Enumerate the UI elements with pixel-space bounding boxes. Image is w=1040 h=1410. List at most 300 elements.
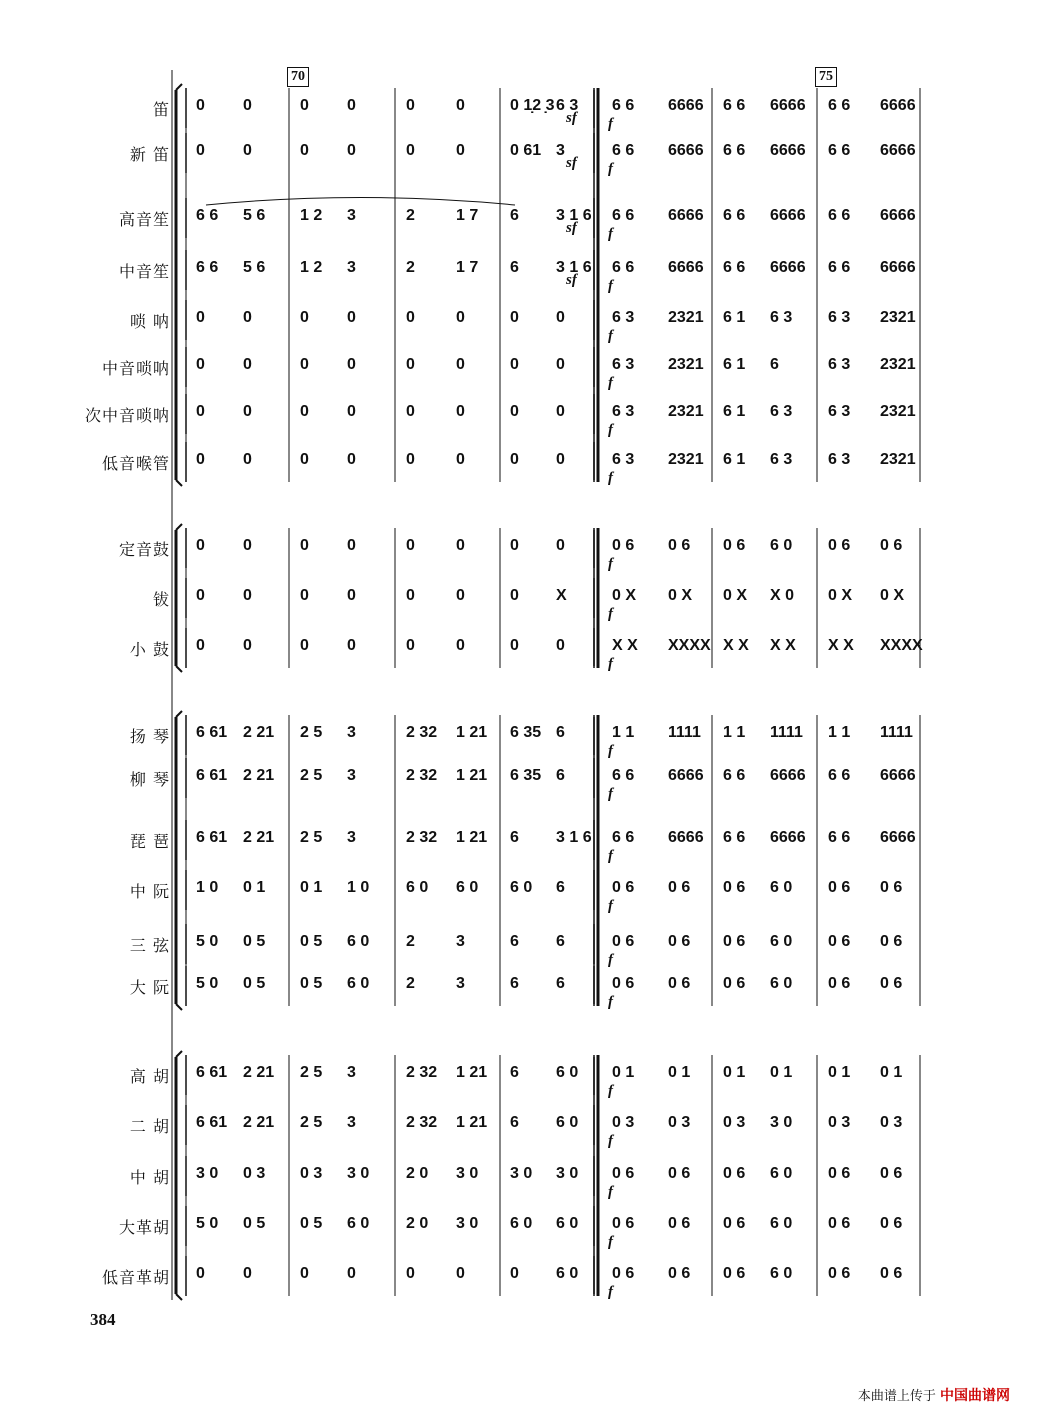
- note-cell: 5 0: [196, 975, 219, 992]
- note-cell: 0 6: [612, 879, 635, 896]
- note-cell: 6666: [880, 259, 916, 276]
- note-cell: 6 35: [510, 767, 542, 784]
- note-cell: 6666: [770, 142, 806, 159]
- note-cell: 6 6: [723, 97, 746, 114]
- instrument-label: 低音喉管: [101, 454, 170, 473]
- note-cell: 0: [300, 537, 309, 554]
- instrument-label: 大革胡: [118, 1218, 170, 1237]
- note-cell: 3: [456, 933, 465, 950]
- note-cell: 2321: [880, 309, 916, 326]
- dynamic-forte: f: [608, 743, 613, 759]
- note-cell: 0: [300, 587, 309, 604]
- note-cell: 6 6: [196, 259, 219, 276]
- note-cell: 0: [406, 309, 415, 326]
- note-cell: 0: [347, 637, 356, 654]
- note-cell: 6666: [668, 259, 704, 276]
- instrument-label: 笛: [152, 100, 170, 119]
- note-cell: 0: [406, 97, 415, 114]
- note-cell: 0: [196, 451, 205, 468]
- note-cell: 0: [196, 537, 205, 554]
- note-cell: 6 0: [510, 1215, 533, 1232]
- note-cell: 6 61: [196, 829, 228, 846]
- instrument-label: 三 弦: [129, 936, 170, 955]
- footer-site: 中国曲谱网: [940, 1388, 1010, 1404]
- note-cell: 5 0: [196, 933, 219, 950]
- note-cell: 6 0: [347, 975, 370, 992]
- note-cell: 0: [456, 637, 465, 654]
- note-cell: 0 6: [880, 975, 903, 992]
- note-cell: 0 6: [612, 1215, 635, 1232]
- note-cell: 0: [196, 97, 205, 114]
- note-cell: 6 0: [347, 933, 370, 950]
- note-cell: 6: [510, 829, 519, 846]
- note-cell: 0: [406, 637, 415, 654]
- dynamic-forte: f: [608, 278, 613, 294]
- note-cell: 0 5: [243, 933, 266, 950]
- note-cell: 6 6: [828, 97, 851, 114]
- dynamic-forte: f: [608, 952, 613, 968]
- note-cell: 2 0: [406, 1215, 429, 1232]
- measure-number-75: 75: [815, 67, 837, 87]
- note-cell: 0: [556, 309, 565, 326]
- note-cell: 6: [556, 933, 565, 950]
- note-cell: X X: [770, 637, 796, 654]
- note-cell: 3 0: [196, 1165, 219, 1182]
- note-cell: 3: [456, 975, 465, 992]
- note-cell: 0: [406, 537, 415, 554]
- note-cell: 6 6: [612, 829, 635, 846]
- note-cell: 0 1: [243, 879, 266, 896]
- note-cell: 6666: [880, 97, 916, 114]
- note-cell: 0: [300, 451, 309, 468]
- dynamic-sforzando: sf: [566, 220, 577, 236]
- footer-text: 本曲谱上传于: [857, 1389, 936, 1404]
- note-cell: 6: [510, 1114, 519, 1131]
- note-cell: 3 0: [456, 1165, 479, 1182]
- note-cell: 6666: [880, 207, 916, 224]
- note-cell: 6666: [880, 142, 916, 159]
- note-cell: 3 0: [510, 1165, 533, 1182]
- note-cell: 0 6: [668, 1215, 691, 1232]
- note-cell: 0: [406, 587, 415, 604]
- note-cell: 1 2: [300, 259, 323, 276]
- note-cell: 0: [243, 637, 252, 654]
- instrument-label: 中 胡: [129, 1168, 170, 1187]
- note-cell: 1111: [770, 724, 803, 741]
- note-cell: 6 1: [723, 403, 746, 420]
- note-cell: 2321: [880, 403, 916, 420]
- dynamic-sforzando: sf: [566, 110, 577, 126]
- note-cell: 0 6: [828, 537, 851, 554]
- note-cell: 6 6: [612, 142, 635, 159]
- bracket-cap: [176, 1004, 182, 1010]
- note-cell: 3: [347, 207, 356, 224]
- dynamic-sforzando: sf: [566, 272, 577, 288]
- note-cell: 0: [347, 537, 356, 554]
- note-cell: 0 6: [723, 1215, 746, 1232]
- note-cell: 0: [196, 587, 205, 604]
- measure-number-70: 70: [287, 67, 309, 87]
- note-cell: 3: [347, 829, 356, 846]
- dynamic-forte: f: [608, 1133, 613, 1149]
- note-cell: 0: [347, 587, 356, 604]
- note-cell: 6 3: [612, 309, 635, 326]
- note-cell: 6: [510, 259, 519, 276]
- note-cell: 0 3: [880, 1114, 903, 1131]
- note-cell: 6 0: [456, 879, 479, 896]
- note-cell: 0 1: [770, 1064, 793, 1081]
- note-cell: 0: [243, 1265, 252, 1282]
- note-cell: 0 6: [723, 879, 746, 896]
- note-cell: X X: [828, 637, 854, 654]
- note-cell: 1 7: [456, 259, 479, 276]
- note-cell: 1 1: [612, 724, 635, 741]
- note-cell: 6 6: [612, 97, 635, 114]
- note-cell: 0 6: [828, 1265, 851, 1282]
- note-cell: 0: [456, 403, 465, 420]
- note-cell: 1 2: [300, 207, 323, 224]
- note-cell: 6: [556, 879, 565, 896]
- note-cell: 6 3: [828, 309, 851, 326]
- note-cell: 6666: [668, 207, 704, 224]
- instrument-label: 低音革胡: [101, 1268, 170, 1287]
- note-cell: 0: [243, 587, 252, 604]
- note-cell: 6 6: [612, 767, 635, 784]
- note-cell: XXXX: [668, 637, 711, 654]
- instrument-label: 小 鼓: [129, 640, 170, 659]
- note-cell: 6 3: [556, 97, 579, 114]
- note-cell: 0: [300, 1265, 309, 1282]
- note-cell: 0 3: [723, 1114, 746, 1131]
- note-cell: 0 6: [880, 1165, 903, 1182]
- instrument-label: 新 笛: [129, 145, 170, 164]
- note-cell: 0: [406, 451, 415, 468]
- dynamic-forte: f: [608, 422, 613, 438]
- note-cell: 0 6: [723, 1265, 746, 1282]
- note-cell: 6 0: [770, 879, 793, 896]
- dynamic-forte: f: [608, 1234, 613, 1250]
- note-cell: 3 1 6: [556, 207, 592, 224]
- note-cell: 0 6: [612, 1265, 635, 1282]
- note-cell: 0 X: [880, 587, 905, 604]
- note-cell: 0: [556, 451, 565, 468]
- note-cell: 0: [347, 403, 356, 420]
- note-cell: 6 0: [770, 1165, 793, 1182]
- note-cell: 6 6: [723, 142, 746, 159]
- bracket-cap: [176, 711, 182, 717]
- footer-watermark: [858, 1385, 1010, 1405]
- note-cell: 1 1: [723, 724, 746, 741]
- note-cell: 0: [347, 142, 356, 159]
- note-cell: 2 32: [406, 1064, 438, 1081]
- note-cell: 1 21: [456, 829, 488, 846]
- dynamic-forte: f: [608, 226, 613, 242]
- note-cell: 2 5: [300, 1064, 323, 1081]
- instrument-label: 二 胡: [129, 1117, 170, 1136]
- instrument-label: 中音唢呐: [101, 359, 170, 378]
- dynamic-forte: f: [608, 994, 613, 1010]
- note-cell: 6 3: [770, 451, 793, 468]
- note-cell: 6 0: [770, 975, 793, 992]
- note-cell: 0 6: [880, 1215, 903, 1232]
- note-cell: 2321: [880, 356, 916, 373]
- note-cell: 6 0: [556, 1215, 579, 1232]
- note-cell: 0 3: [243, 1165, 266, 1182]
- note-cell: 0: [243, 97, 252, 114]
- note-cell: 0: [406, 142, 415, 159]
- note-cell: 1 21: [456, 1064, 488, 1081]
- note-cell: 0: [347, 356, 356, 373]
- note-cell: 6 6: [723, 259, 746, 276]
- bracket-cap: [176, 1294, 182, 1300]
- bracket-cap: [176, 84, 182, 90]
- note-cell: 0 X: [828, 587, 853, 604]
- note-cell: 6 6: [196, 207, 219, 224]
- bracket-cap: [176, 666, 182, 672]
- note-cell: 0: [347, 451, 356, 468]
- note-cell: 0: [196, 356, 205, 373]
- note-cell: 6666: [668, 142, 704, 159]
- dynamic-forte: f: [608, 786, 613, 802]
- dynamic-forte: f: [608, 606, 613, 622]
- note-cell: 3: [347, 259, 356, 276]
- note-cell: 1 21: [456, 724, 488, 741]
- note-cell: 3 0: [770, 1114, 793, 1131]
- note-cell: 0: [510, 403, 519, 420]
- note-cell: 6 3: [612, 403, 635, 420]
- note-cell: 6: [770, 356, 779, 373]
- note-cell: 0 61: [510, 142, 542, 159]
- note-cell: 0: [456, 537, 465, 554]
- note-cell: 6 6: [723, 829, 746, 846]
- note-cell: 6 0: [556, 1064, 579, 1081]
- note-cell: 0 6: [612, 933, 635, 950]
- note-cell: 6666: [880, 767, 916, 784]
- note-cell: 0 X: [723, 587, 748, 604]
- note-cell: 6 0: [770, 1215, 793, 1232]
- note-cell: 0: [556, 537, 565, 554]
- note-cell: 6666: [770, 767, 806, 784]
- note-cell: 2 21: [243, 1064, 275, 1081]
- note-cell: 0 3: [668, 1114, 691, 1131]
- instrument-label: 大 阮: [129, 978, 170, 997]
- instrument-label: 次中音唢呐: [84, 406, 170, 425]
- note-cell: 0 6: [828, 933, 851, 950]
- dynamic-forte: f: [608, 898, 613, 914]
- note-cell: 2321: [668, 451, 704, 468]
- note-cell: 6 61: [196, 1064, 228, 1081]
- dynamic-forte: f: [608, 656, 613, 672]
- note-cell: 3: [347, 767, 356, 784]
- note-cell: 6 6: [828, 207, 851, 224]
- note-cell: X: [556, 587, 567, 604]
- note-cell: 3: [347, 724, 356, 741]
- note-cell: 2 0: [406, 1165, 429, 1182]
- note-cell: 0: [556, 356, 565, 373]
- note-cell: 0: [300, 142, 309, 159]
- note-cell: 0 6: [668, 1265, 691, 1282]
- instrument-label: 唢 呐: [129, 312, 170, 331]
- instrument-label: 钹: [152, 590, 170, 609]
- instrument-label: 中 阮: [129, 882, 170, 901]
- note-cell: 6 6: [723, 767, 746, 784]
- note-cell: 0 6: [668, 933, 691, 950]
- note-cell: 0: [510, 451, 519, 468]
- instrument-label: 琵 琶: [129, 832, 170, 851]
- note-cell: 0 1: [828, 1064, 851, 1081]
- note-cell: 3: [347, 1064, 356, 1081]
- note-cell: 6: [556, 724, 565, 741]
- dynamic-forte: f: [608, 1184, 613, 1200]
- note-cell: 0: [406, 356, 415, 373]
- note-cell: 0 1: [300, 879, 323, 896]
- note-cell: 0: [243, 403, 252, 420]
- note-cell: 3 0: [347, 1165, 370, 1182]
- note-cell: 1 1: [828, 724, 851, 741]
- note-cell: 6 3: [612, 451, 635, 468]
- instrument-label: 高 胡: [129, 1067, 170, 1086]
- note-cell: 6666: [770, 207, 806, 224]
- note-cell: 0 6: [880, 537, 903, 554]
- note-cell: 1111: [668, 724, 701, 741]
- note-cell: 2321: [668, 403, 704, 420]
- note-cell: 0: [456, 97, 465, 114]
- note-cell: 6 0: [556, 1114, 579, 1131]
- note-cell: 0 6: [723, 1165, 746, 1182]
- note-cell: 0: [510, 1265, 519, 1282]
- note-cell: 2: [406, 933, 415, 950]
- note-cell: 2 5: [300, 767, 323, 784]
- note-cell: 2 5: [300, 724, 323, 741]
- note-cell: 0: [243, 451, 252, 468]
- note-cell: 2321: [880, 451, 916, 468]
- note-cell: 0: [196, 142, 205, 159]
- note-cell: 6: [510, 207, 519, 224]
- note-cell: 6 61: [196, 767, 228, 784]
- note-cell: 0 X: [668, 587, 693, 604]
- note-cell: 6 1: [723, 356, 746, 373]
- note-cell: 0 6: [828, 975, 851, 992]
- note-cell: 6 3: [828, 356, 851, 373]
- note-cell: XXXX: [880, 637, 923, 654]
- note-cell: 2 21: [243, 767, 275, 784]
- note-cell: 6 6: [828, 259, 851, 276]
- dynamic-forte: f: [608, 556, 613, 572]
- dynamic-forte: f: [608, 470, 613, 486]
- dynamic-forte: f: [608, 161, 613, 177]
- note-cell: 0: [510, 637, 519, 654]
- note-cell: 2 21: [243, 829, 275, 846]
- note-cell: 6666: [880, 829, 916, 846]
- note-cell: 5 6: [243, 207, 266, 224]
- note-cell: 0 6: [668, 975, 691, 992]
- note-cell: 0: [510, 309, 519, 326]
- note-cell: 0: [510, 587, 519, 604]
- note-cell: 6 0: [510, 879, 533, 896]
- note-cell: 0: [243, 537, 252, 554]
- note-cell: 0 5: [300, 933, 323, 950]
- note-cell: X X: [612, 637, 638, 654]
- note-cell: 2 32: [406, 767, 438, 784]
- note-cell: 6 35: [510, 724, 542, 741]
- note-cell: 1 0: [196, 879, 219, 896]
- note-cell: 0: [300, 356, 309, 373]
- note-cell: 6 0: [770, 1265, 793, 1282]
- note-cell: 0 6: [612, 975, 635, 992]
- dynamic-forte: f: [608, 1083, 613, 1099]
- dynamic-forte: f: [608, 848, 613, 864]
- note-cell: 0 1: [880, 1064, 903, 1081]
- note-cell: 6: [556, 975, 565, 992]
- note-cell: 6 6: [612, 207, 635, 224]
- note-cell: 0 6: [668, 1165, 691, 1182]
- note-cell: 0: [243, 309, 252, 326]
- note-cell: 0 6: [880, 933, 903, 950]
- note-cell: 0: [456, 309, 465, 326]
- note-cell: 0: [556, 403, 565, 420]
- note-cell: 6666: [770, 259, 806, 276]
- note-cell: 6 0: [556, 1265, 579, 1282]
- note-cell: 0 1: [723, 1064, 746, 1081]
- note-cell: 0: [406, 1265, 415, 1282]
- note-cell: 0 X: [612, 587, 637, 604]
- note-cell: 5 0: [196, 1215, 219, 1232]
- note-cell: 0: [196, 1265, 205, 1282]
- bracket-cap: [176, 524, 182, 530]
- instrument-label: 中音笙: [118, 262, 170, 281]
- note-cell: 2: [406, 975, 415, 992]
- note-cell: 0: [456, 587, 465, 604]
- note-cell: 6 6: [723, 207, 746, 224]
- note-cell: 3: [556, 142, 565, 159]
- note-cell: 0 6: [668, 537, 691, 554]
- note-cell: 2 32: [406, 829, 438, 846]
- note-cell: 3 1 6: [556, 829, 592, 846]
- note-cell: 2 21: [243, 1114, 275, 1131]
- note-cell: 0: [300, 403, 309, 420]
- note-cell: 0: [406, 403, 415, 420]
- note-cell: 1 0: [347, 879, 370, 896]
- note-cell: 0: [196, 637, 205, 654]
- note-cell: 1 21: [456, 767, 488, 784]
- note-cell: 3 0: [556, 1165, 579, 1182]
- note-cell: 0 6: [880, 1265, 903, 1282]
- note-cell: 6 3: [612, 356, 635, 373]
- note-cell: 5 6: [243, 259, 266, 276]
- note-cell: 6 3: [828, 451, 851, 468]
- note-cell: 0: [196, 309, 205, 326]
- note-cell: 0: [347, 309, 356, 326]
- bracket-cap: [176, 480, 182, 486]
- instrument-label: 扬 琴: [129, 727, 170, 746]
- note-cell: 6 61: [196, 724, 228, 741]
- note-cell: 0: [510, 356, 519, 373]
- note-cell: 2 5: [300, 1114, 323, 1131]
- page-number: 384: [90, 1310, 116, 1329]
- note-cell: 6666: [770, 97, 806, 114]
- note-cell: 0: [196, 403, 205, 420]
- note-cell: 6666: [668, 767, 704, 784]
- note-cell: 0 3: [612, 1114, 635, 1131]
- note-cell: 6 0: [347, 1215, 370, 1232]
- dynamic-forte: f: [608, 328, 613, 344]
- note-cell: 0 5: [300, 975, 323, 992]
- note-cell: 0 5: [243, 975, 266, 992]
- note-cell: 2321: [668, 356, 704, 373]
- instrument-label: 柳 琴: [129, 770, 170, 789]
- note-cell: 0 3: [300, 1165, 323, 1182]
- note-cell: 0: [510, 537, 519, 554]
